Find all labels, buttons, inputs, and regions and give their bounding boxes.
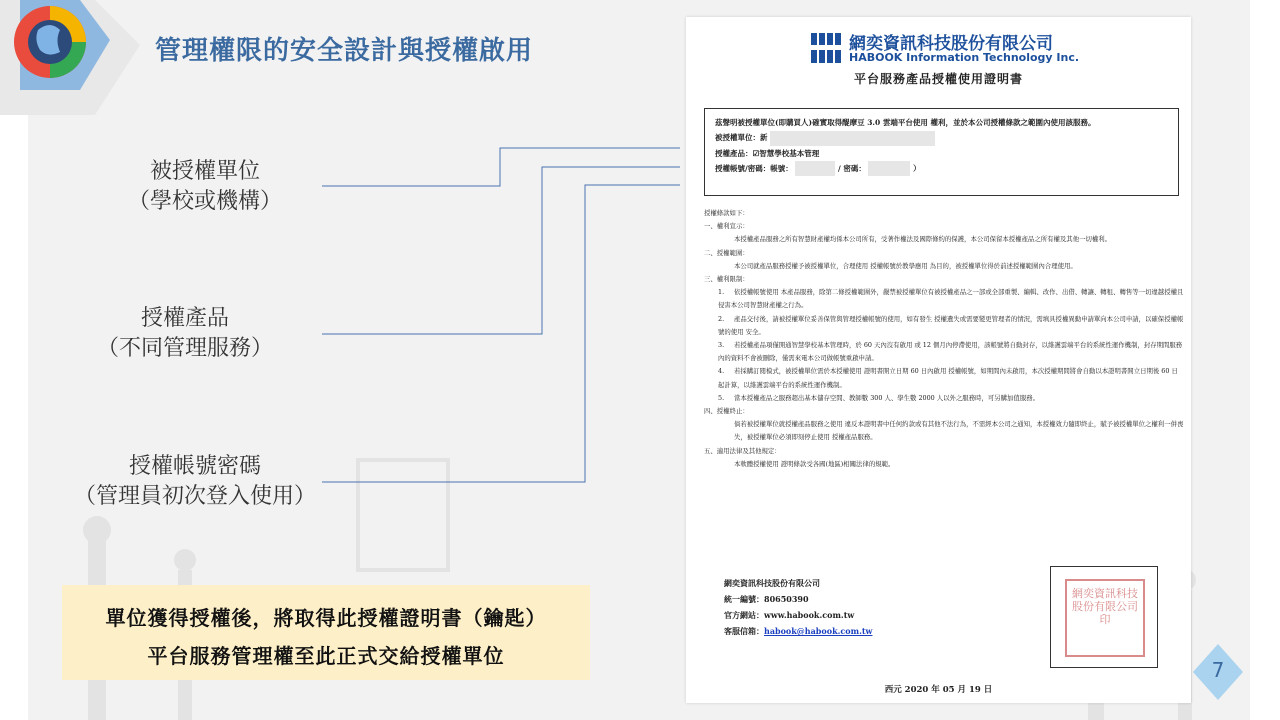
redacted-account bbox=[795, 161, 835, 176]
terms-section-3-title: 三、權利限制： bbox=[704, 275, 749, 284]
label-licensed-unit-line1: 被授權單位 bbox=[149, 159, 260, 184]
label-licensed-unit-line2: （學校或機構） bbox=[127, 189, 282, 214]
certificate-statement: 茲聲明被授權單位(即購買人)確實取得醍摩豆 3.0 雲端平台使用 權利，並於本公司授權條款之範圍內使用該服務。 bbox=[715, 118, 1096, 127]
page-number: 7 bbox=[1211, 658, 1225, 682]
redacted-password bbox=[868, 161, 910, 176]
terms-section-5-title: 五、適用法律及其他規定： bbox=[704, 446, 781, 455]
footer-email-label: 客服信箱： bbox=[724, 626, 764, 636]
callout-line2: 平台服務管理權至此正式交給授權單位 bbox=[147, 644, 505, 668]
label-licensed-product-line2: （不同管理服務） bbox=[96, 336, 273, 361]
terms-item bbox=[704, 392, 1184, 405]
document-company-name: 網奕資訊科技股份有限公司 bbox=[849, 34, 1053, 54]
company-seal-stamp: 網奕資訊科技股份有限公司印 bbox=[1065, 579, 1145, 657]
terms-item bbox=[704, 286, 1184, 312]
terms-item-text: 依授權帳號使用 本產品服務，除第二條授權範圍外，嚴禁被授權單位有被授權產品之一部或全部重製、編輯、改作、出借、轉讓、轉租、轉售等一切違越授權且侵害本公司智慧財產權之行為。 bbox=[718, 288, 1184, 310]
document-title: 平台服務產品授權使用證明書 bbox=[853, 72, 1023, 86]
terms-section-2-body: 本公司就產品服務授權予被授權單位，合理使用 授權帳號於教學應用 為目的，被授權單位得於前述授權範圍內合理使用。 bbox=[734, 261, 1077, 270]
certificate-info-box bbox=[704, 108, 1179, 196]
label-account-password bbox=[40, 452, 350, 512]
redacted-unit-name bbox=[770, 131, 935, 146]
terms-section-5-body: 本軟體授權使用 證明條款受各國(地區)相關法律的規範。 bbox=[734, 459, 895, 468]
footer-company: 網奕資訊科技股份有限公司 bbox=[724, 578, 820, 588]
terms-item-number: 3. bbox=[718, 341, 725, 350]
terms-section-1-title: 一、權利宣示： bbox=[704, 222, 749, 231]
license-certificate-document bbox=[686, 17, 1191, 703]
footer-website: 官方網站：www.habook.com.tw bbox=[724, 610, 855, 620]
label-licensed-product bbox=[40, 304, 330, 364]
terms-item-text: 若授權產品項僅開通智慧學校基本管理時，於 60 天內沒有啟用 或 12 個月內停滯使用，該帳號將自動封存，以維護雲端平台的系統性運作機制，封存期間服務內的資料不會被刪除，僅需來電本公司做帳號重啟申請。 bbox=[718, 341, 1183, 363]
slide-title: 管理權限的安全設計與授權啟用 bbox=[155, 36, 534, 66]
terms-intro: 授權條款如下： bbox=[704, 209, 749, 217]
certificate-unit-row bbox=[715, 130, 1168, 146]
terms-item-number: 2. bbox=[718, 314, 725, 323]
certificate-unit-value: 新 bbox=[760, 133, 768, 142]
terms-item bbox=[704, 365, 1184, 391]
terms-section-1-body: 本授權產品服務之所有智慧財產權均係本公司所有，受著作權法及國際條約的保護，本公司保留本授權產品之所有權及其他一切權利。 bbox=[734, 235, 1112, 244]
certificate-account-end: ） bbox=[913, 163, 921, 173]
label-account-password-line1: 授權帳號密碼 bbox=[128, 454, 261, 479]
certificate-product-label: 授權產品： bbox=[715, 148, 753, 158]
habook-logo-icon bbox=[0, 0, 140, 115]
terms-item-text: 產品交付後，請被授權單位妥善保管與管理授權帳號的使用，如有發生 授權遺失或需要變更管理者的情況，需填具授權異動申請單向本公司申請，以確保授權帳號的使用 安全。 bbox=[718, 314, 1184, 336]
label-licensed-product-line1: 授權產品 bbox=[140, 306, 229, 331]
habook-document-logo-icon bbox=[811, 31, 841, 65]
footer-email-row bbox=[724, 623, 872, 639]
certificate-password-label: / 密碼： bbox=[838, 163, 866, 173]
footer-email-link[interactable]: habook@habook.com.tw bbox=[764, 626, 873, 636]
callout-line1: 單位獲得授權後，將取得此授權證明書（鑰匙） bbox=[105, 606, 547, 630]
terms-item bbox=[704, 339, 1184, 365]
terms-item-number: 4. bbox=[718, 367, 725, 376]
terms-item-text: 當本授權產品之服務超出基本儲存空間、教師數 300 人、學生數 2000 人以外之服務時，可另購加值服務。 bbox=[734, 393, 1039, 402]
document-date: 西元 2020 年 05 月 19 日 bbox=[884, 685, 993, 695]
terms-item-text: 若採購訂閱模式，被授權單位需於本授權使用 證明書開立日期 60 日內啟用 授權帳號，如期間內未啟用，本次授權期間將會自動以本證明書開立日期後 60 日起計算，以維護雲端平台的系統性運作機制。 bbox=[718, 367, 1178, 389]
document-company-name-en: HABOOK Information Technology Inc. bbox=[849, 51, 1080, 64]
document-footer-info bbox=[724, 575, 872, 639]
footer-tax-id: 統一編號：80650390 bbox=[724, 594, 809, 604]
terms-section-2-title: 二、授權範圍： bbox=[704, 248, 749, 257]
terms-item-number: 1. bbox=[718, 288, 725, 297]
label-licensed-unit bbox=[60, 157, 350, 217]
label-account-password-line2: （管理員初次登入使用） bbox=[73, 484, 316, 509]
terms-section-4-body: 倘若被授權單位就授權產品服務之使用 違反本證明書中任何約款或有其他不法行為，不需經本公司之通知，本授權效力隨即終止，賦予被授權單位之權利一併喪失，被授權單位必須即刻停止使用 授權產品服務。 bbox=[734, 420, 1184, 442]
certificate-account-label: 授權帳號/密碼：帳號： bbox=[715, 163, 793, 173]
terms-item-number: 5. bbox=[718, 393, 725, 402]
certificate-product-value: ☑智慧學校基本管理 bbox=[752, 148, 820, 158]
certificate-unit-label: 被授權單位： bbox=[715, 133, 760, 142]
callout-box bbox=[62, 585, 590, 680]
license-terms bbox=[704, 207, 1184, 471]
company-seal-box bbox=[1050, 566, 1158, 668]
terms-item bbox=[704, 313, 1184, 339]
certificate-product-row bbox=[715, 146, 1168, 161]
terms-section-4-title: 四、授權終止： bbox=[704, 407, 749, 416]
certificate-account-row bbox=[715, 161, 1168, 177]
